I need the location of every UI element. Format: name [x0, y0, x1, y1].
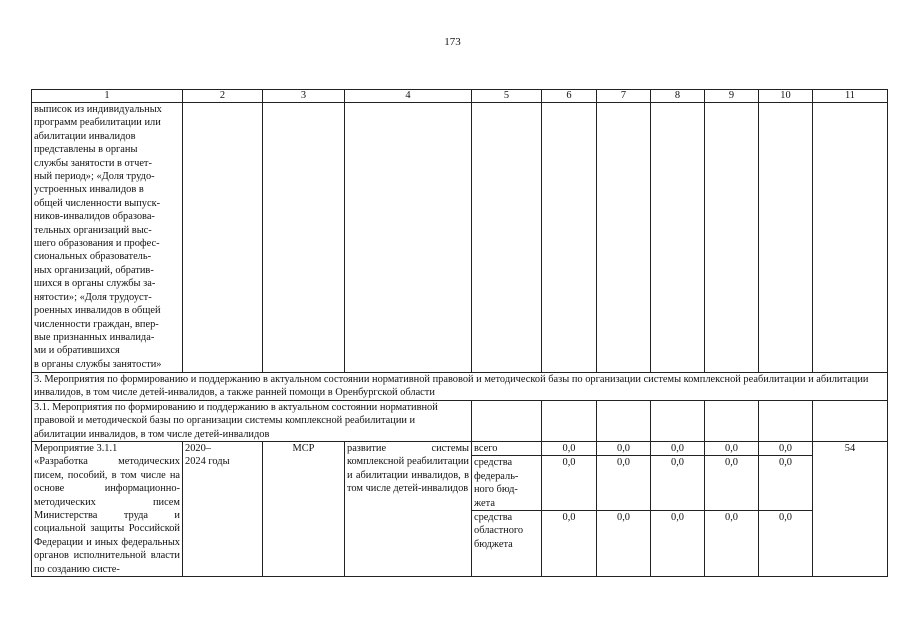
funding-value: 0,0	[597, 511, 651, 577]
column-number-row	[32, 90, 888, 103]
funding-value: 0,0	[651, 456, 705, 511]
funding-value: 0,0	[705, 456, 759, 511]
measure-name: Мероприятие 3.1.1 «Разработка методических писем, пособий, в том числе на основе информационно-методических писем Министерства труда и социальной защиты Российской Федерации и иных федеральных органов исполнительной власти по созданию систе-	[32, 442, 183, 577]
column-number: 8	[651, 90, 705, 103]
funding-source: средства областного бюджета	[472, 511, 542, 577]
funding-value: 0,0	[542, 511, 597, 577]
funding-value: 0,0	[542, 456, 597, 511]
funding-source: средства федераль- ного бюд- жета	[472, 456, 542, 511]
column-number: 4	[345, 90, 472, 103]
column-number: 1	[32, 90, 183, 103]
program-table	[31, 89, 888, 577]
section-3-1-heading: 3.1. Мероприятия по формированию и поддержанию в актуальном состоянии нормативной правовой и методической базы по организации системы комплексной реабилитации и абилитации инвалидов, в том числе детей-инвалидов	[32, 400, 472, 441]
funding-value: 0,0	[651, 511, 705, 577]
measure-row	[32, 442, 888, 456]
column-number: 10	[759, 90, 813, 103]
funding-value: 0,0	[651, 442, 705, 456]
funding-value: 0,0	[759, 511, 813, 577]
funding-value: 0,0	[597, 456, 651, 511]
funding-source: всего	[472, 442, 542, 456]
column-number: 9	[705, 90, 759, 103]
section-3-heading: 3. Мероприятия по формированию и поддержанию в актуальном состоянии нормативной правовой и методической базы по организации системы комплексной реабилитации и абилитации инвалидов, в том числе детей-инвалидов, а также ранней помощи в Оренбургской области	[32, 373, 888, 401]
measure-goal: развитие системы комплексной реабилитации и абилитации инвалидов, в том числе детей-инвалидов	[345, 442, 472, 577]
column-number: 6	[542, 90, 597, 103]
continuation-text: выписок из индивидуальных программ реабилитации или абилитации инвалидов представлены в органы службы занятости в отчет- ный период»; «Доля трудо- устроенных инвалидов в общей численности выпуск- ников-инвалидов образова- тельных организаций выс- шего образования и профес- сиональных образователь- ных организаций, обратив- шихся в органы службы за- нятости»; «Доля трудоуст- роенных инвалидов в общей численности граждан, впер- вые признанных инвалида- ми и обратившихся в органы службы занятости»	[32, 103, 183, 373]
measure-executor: МСР	[263, 442, 345, 577]
page-number: 173	[444, 36, 461, 48]
indicator-value: 54	[813, 442, 888, 577]
column-number: 2	[183, 90, 263, 103]
funding-value: 0,0	[705, 442, 759, 456]
continuation-row	[32, 103, 888, 373]
section-3-row	[32, 373, 888, 401]
funding-value: 0,0	[542, 442, 597, 456]
column-number: 3	[263, 90, 345, 103]
column-number: 5	[472, 90, 542, 103]
column-number: 11	[813, 90, 888, 103]
measure-period: 2020– 2024 годы	[183, 442, 263, 577]
funding-value: 0,0	[759, 442, 813, 456]
section-3-1-row	[32, 400, 888, 441]
column-number: 7	[597, 90, 651, 103]
funding-value: 0,0	[597, 442, 651, 456]
funding-value: 0,0	[705, 511, 759, 577]
funding-value: 0,0	[759, 456, 813, 511]
